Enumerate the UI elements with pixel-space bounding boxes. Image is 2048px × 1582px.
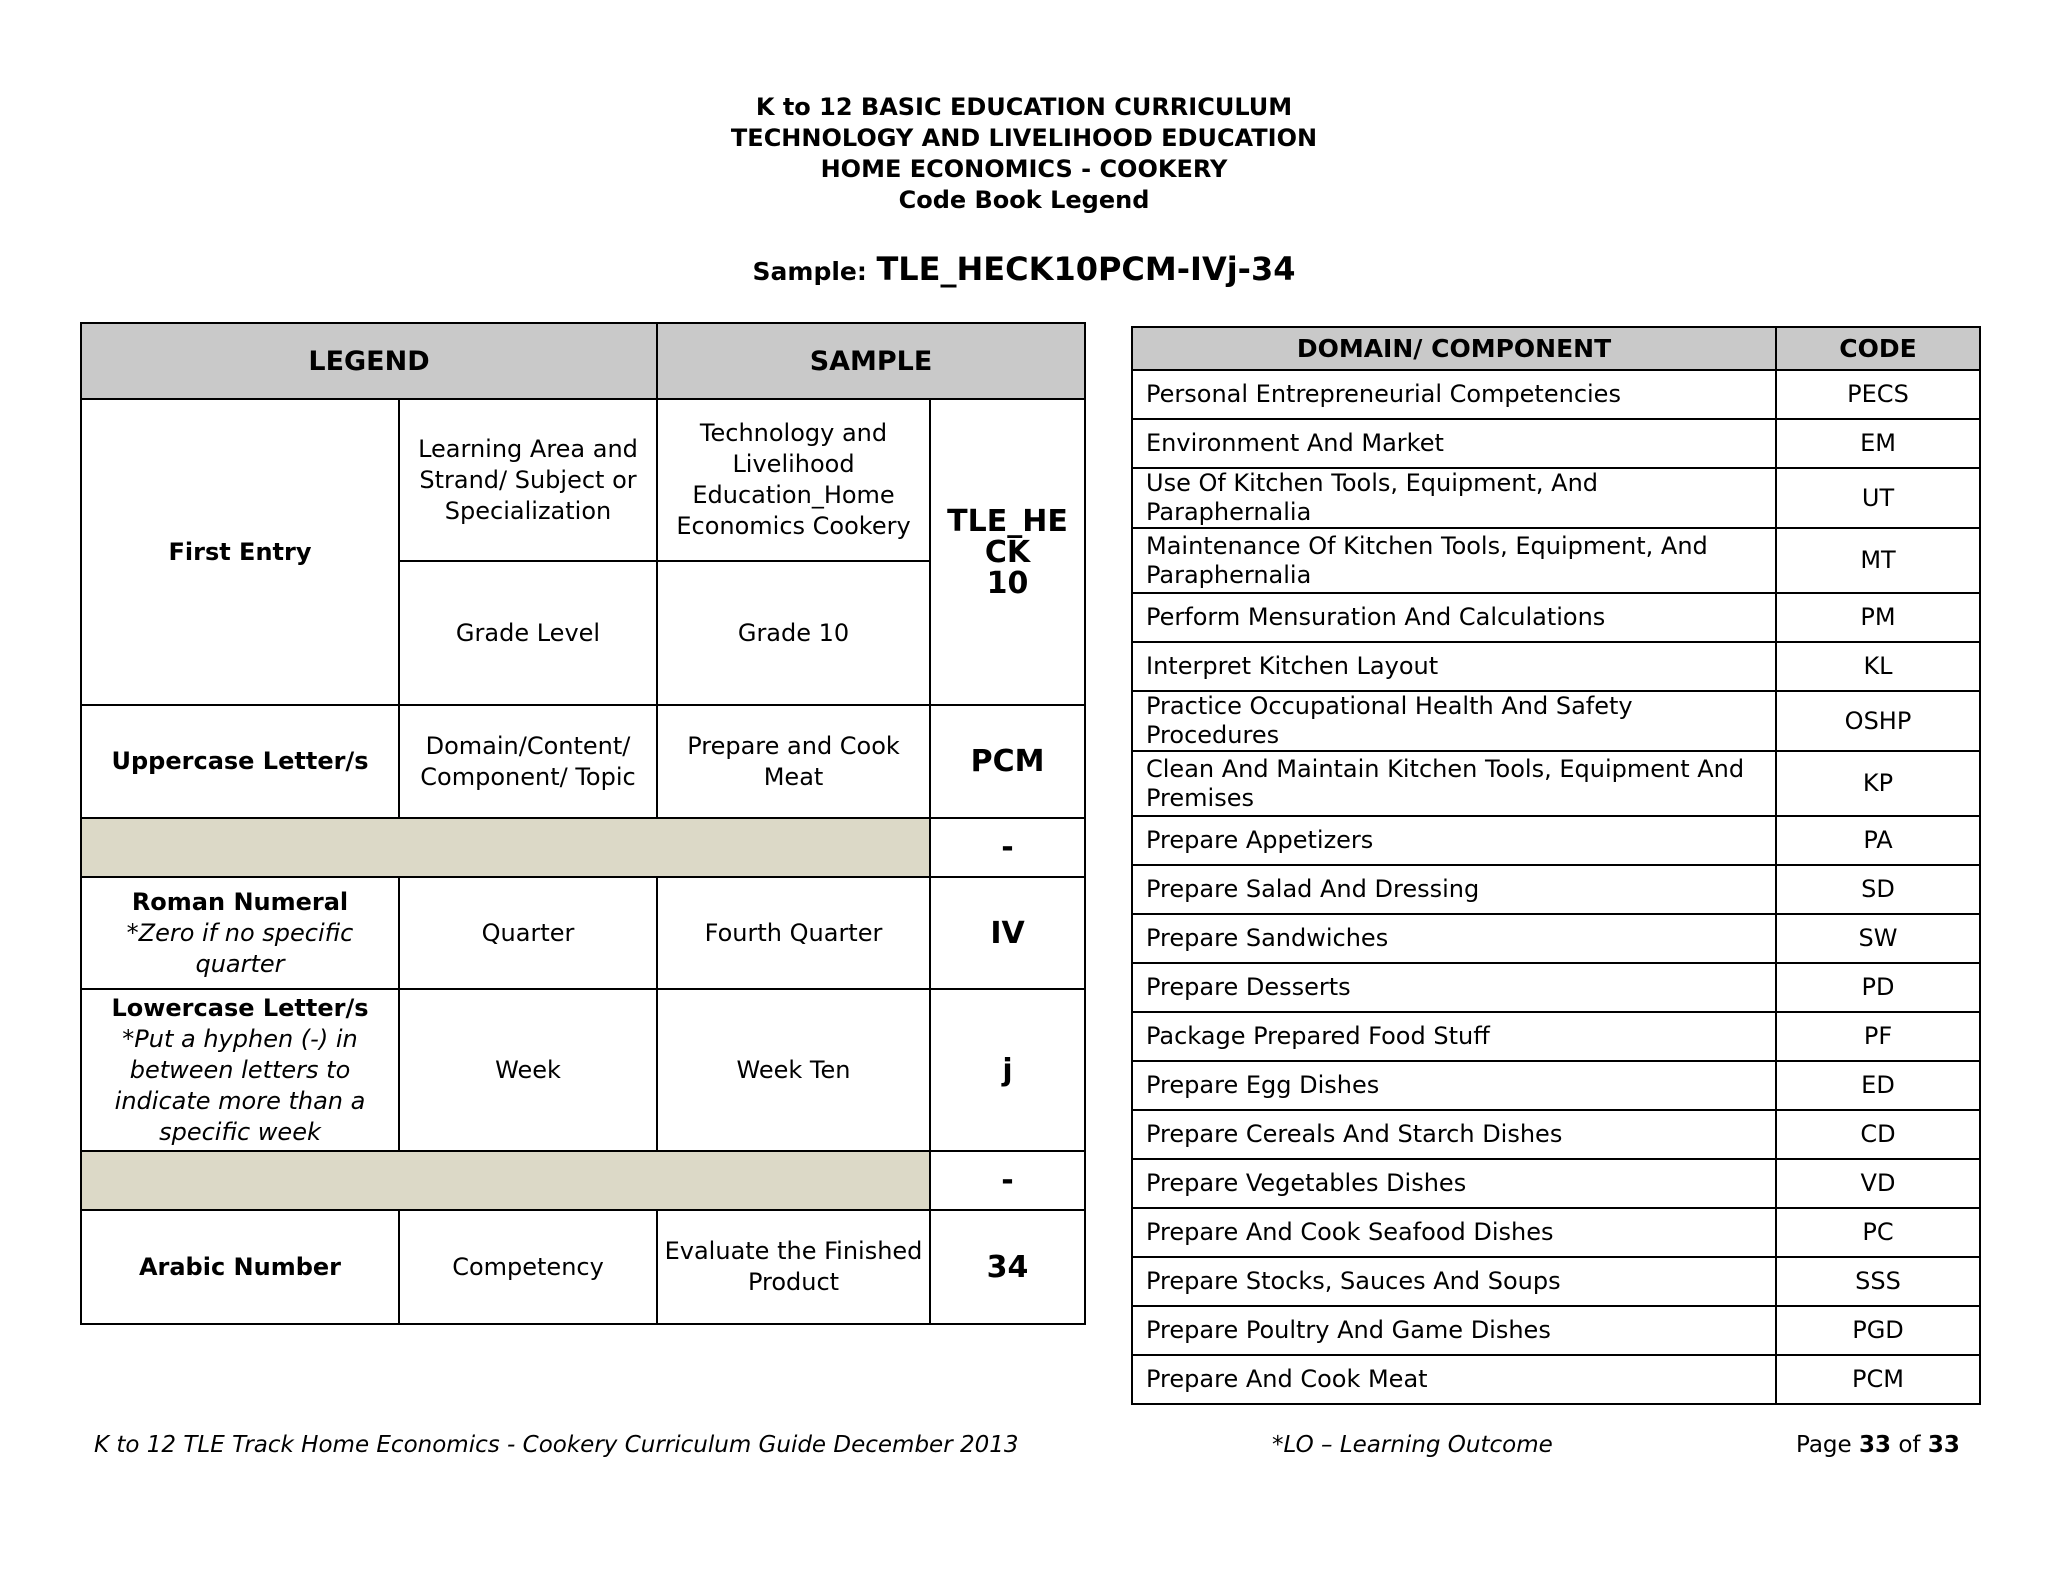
first-entry-code (930, 399, 1085, 705)
domain-name: Prepare Sandwiches (1132, 914, 1776, 963)
domain-row (1132, 816, 1980, 865)
separator-fill-2 (81, 1151, 930, 1210)
domain-row (1132, 1208, 1980, 1257)
domain-row (1132, 1306, 1980, 1355)
domain-row (1132, 865, 1980, 914)
domain-row (1132, 528, 1980, 593)
first-entry-code-line2: CK (984, 534, 1031, 570)
domain-code: EM (1776, 419, 1980, 468)
domain-name: Prepare Desserts (1132, 963, 1776, 1012)
domain-name: Package Prepared Food Stuff (1132, 1012, 1776, 1061)
arabic-number-code: 34 (930, 1210, 1085, 1324)
grade-level-desc: Grade Level (399, 561, 657, 705)
domain-name: Prepare Stocks, Sauces And Soups (1132, 1257, 1776, 1306)
lowercase-sample: Week Ten (657, 989, 930, 1151)
roman-numeral-note: *Zero if no specific quarter (126, 918, 354, 978)
domain-row (1132, 1012, 1980, 1061)
separator-code-1: - (930, 818, 1085, 877)
domain-code: KP (1776, 751, 1980, 816)
domain-code: CD (1776, 1110, 1980, 1159)
first-entry-row (81, 399, 1085, 561)
footer-lo-note: *LO – Learning Outcome (1272, 1432, 1553, 1458)
legend-header-row (81, 323, 1085, 399)
first-entry-label: First Entry (81, 399, 399, 705)
domain-code: VD (1776, 1159, 1980, 1208)
footer-guide-title: K to 12 TLE Track Home Economics - Cookery Curriculum Guide December 2013 (94, 1432, 1019, 1458)
domain-code: PD (1776, 963, 1980, 1012)
lowercase-note: *Put a hyphen (-) in between letters to indicate more than a specific week (114, 1024, 366, 1146)
domain-code: ED (1776, 1061, 1980, 1110)
domain-name: Prepare Egg Dishes (1132, 1061, 1776, 1110)
legend-column-header: LEGEND (81, 323, 657, 399)
domain-name: Practice Occupational Health And Safety Procedures (1132, 691, 1776, 751)
domain-code: OSHP (1776, 691, 1980, 751)
roman-numeral-sample: Fourth Quarter (657, 877, 930, 989)
lowercase-cell (81, 989, 399, 1151)
page-word: Page (1796, 1432, 1852, 1458)
uppercase-sample: Prepare and Cook Meat (657, 705, 930, 818)
separator-row-2 (81, 1151, 1085, 1210)
domain-row (1132, 468, 1980, 528)
domain-code: PECS (1776, 370, 1980, 419)
domain-code: PF (1776, 1012, 1980, 1061)
domain-row (1132, 419, 1980, 468)
lowercase-code: j (930, 989, 1085, 1151)
domain-name: Prepare And Cook Meat (1132, 1355, 1776, 1404)
uppercase-row (81, 705, 1085, 818)
domain-name: Prepare And Cook Seafood Dishes (1132, 1208, 1776, 1257)
sample-code: TLE_HECK10PCM-IVj-34 (876, 250, 1296, 288)
lowercase-desc: Week (399, 989, 657, 1151)
domain-row (1132, 914, 1980, 963)
domain-name: Personal Entrepreneurial Competencies (1132, 370, 1776, 419)
domain-code: SSS (1776, 1257, 1980, 1306)
separator-code-2: - (930, 1151, 1085, 1210)
roman-numeral-label: Roman Numeral (131, 887, 349, 916)
footer-page-number (1796, 1430, 1960, 1460)
domain-name: Clean And Maintain Kitchen Tools, Equipment And Premises (1132, 751, 1776, 816)
domain-name: Prepare Appetizers (1132, 816, 1776, 865)
roman-numeral-desc: Quarter (399, 877, 657, 989)
separator-row-1 (81, 818, 1085, 877)
domain-row (1132, 642, 1980, 691)
sample-column-header: SAMPLE (657, 323, 1085, 399)
domain-component-table (1131, 326, 1981, 1405)
legend-title: Code Book Legend (898, 186, 1150, 214)
page-total: 33 (1927, 1432, 1960, 1458)
domain-code: PC (1776, 1208, 1980, 1257)
domain-name: Prepare Cereals And Starch Dishes (1132, 1110, 1776, 1159)
domain-code: KL (1776, 642, 1980, 691)
code-column-header: CODE (1776, 327, 1980, 370)
domain-row (1132, 370, 1980, 419)
domain-code: MT (1776, 528, 1980, 593)
lowercase-row (81, 989, 1085, 1151)
domain-code: PM (1776, 593, 1980, 642)
domain-name: Interpret Kitchen Layout (1132, 642, 1776, 691)
lowercase-label: Lowercase Letter/s (111, 993, 369, 1022)
domain-row (1132, 963, 1980, 1012)
legend-table (80, 322, 1086, 1325)
domain-row (1132, 1110, 1980, 1159)
domain-row (1132, 1257, 1980, 1306)
domain-name: Use Of Kitchen Tools, Equipment, And Paraphernalia (1132, 468, 1776, 528)
roman-numeral-code: IV (930, 877, 1085, 989)
domain-row (1132, 1159, 1980, 1208)
domain-column-header: DOMAIN/ COMPONENT (1132, 327, 1776, 370)
domain-row (1132, 1061, 1980, 1110)
domain-code: SD (1776, 865, 1980, 914)
arabic-number-row (81, 1210, 1085, 1324)
domain-name: Prepare Poultry And Game Dishes (1132, 1306, 1776, 1355)
domain-code: UT (1776, 468, 1980, 528)
separator-fill-1 (81, 818, 930, 877)
domain-code: SW (1776, 914, 1980, 963)
domain-name: Maintenance Of Kitchen Tools, Equipment, And Paraphernalia (1132, 528, 1776, 593)
page-current: 33 (1859, 1432, 1892, 1458)
domain-code: PGD (1776, 1306, 1980, 1355)
domain-table-body (1132, 370, 1980, 1404)
arabic-number-label: Arabic Number (81, 1210, 399, 1324)
arabic-number-sample: Evaluate the Finished Product (657, 1210, 930, 1324)
sample-code-line (0, 250, 2048, 288)
roman-numeral-cell (81, 877, 399, 989)
domain-header-row (1132, 327, 1980, 370)
specialization-title: HOME ECONOMICS - COOKERY (820, 155, 1228, 183)
domain-name: Environment And Market (1132, 419, 1776, 468)
domain-row (1132, 751, 1980, 816)
domain-code: PCM (1776, 1355, 1980, 1404)
arabic-number-desc: Competency (399, 1210, 657, 1324)
sample-label: Sample: (752, 257, 867, 286)
first-entry-code-line1: TLE_HE (947, 503, 1068, 539)
curriculum-title: K to 12 BASIC EDUCATION CURRICULUM (755, 93, 1293, 121)
roman-numeral-row (81, 877, 1085, 989)
learning-area-sample: Technology and Livelihood Education_Home Economics Cookery (657, 399, 930, 561)
uppercase-code: PCM (930, 705, 1085, 818)
of-word: of (1898, 1432, 1921, 1458)
domain-row (1132, 593, 1980, 642)
domain-row (1132, 1355, 1980, 1404)
domain-code: PA (1776, 816, 1980, 865)
learning-area-desc: Learning Area and Strand/ Subject or Specialization (399, 399, 657, 561)
first-entry-code-line3: 10 (986, 565, 1029, 601)
uppercase-label: Uppercase Letter/s (81, 705, 399, 818)
domain-name: Prepare Salad And Dressing (1132, 865, 1776, 914)
subject-title: TECHNOLOGY AND LIVELIHOOD EDUCATION (730, 124, 1318, 152)
domain-name: Perform Mensuration And Calculations (1132, 593, 1776, 642)
grade-level-sample: Grade 10 (657, 561, 930, 705)
uppercase-desc: Domain/Content/ Component/ Topic (399, 705, 657, 818)
domain-name: Prepare Vegetables Dishes (1132, 1159, 1776, 1208)
document-header (0, 92, 2048, 216)
domain-row (1132, 691, 1980, 751)
